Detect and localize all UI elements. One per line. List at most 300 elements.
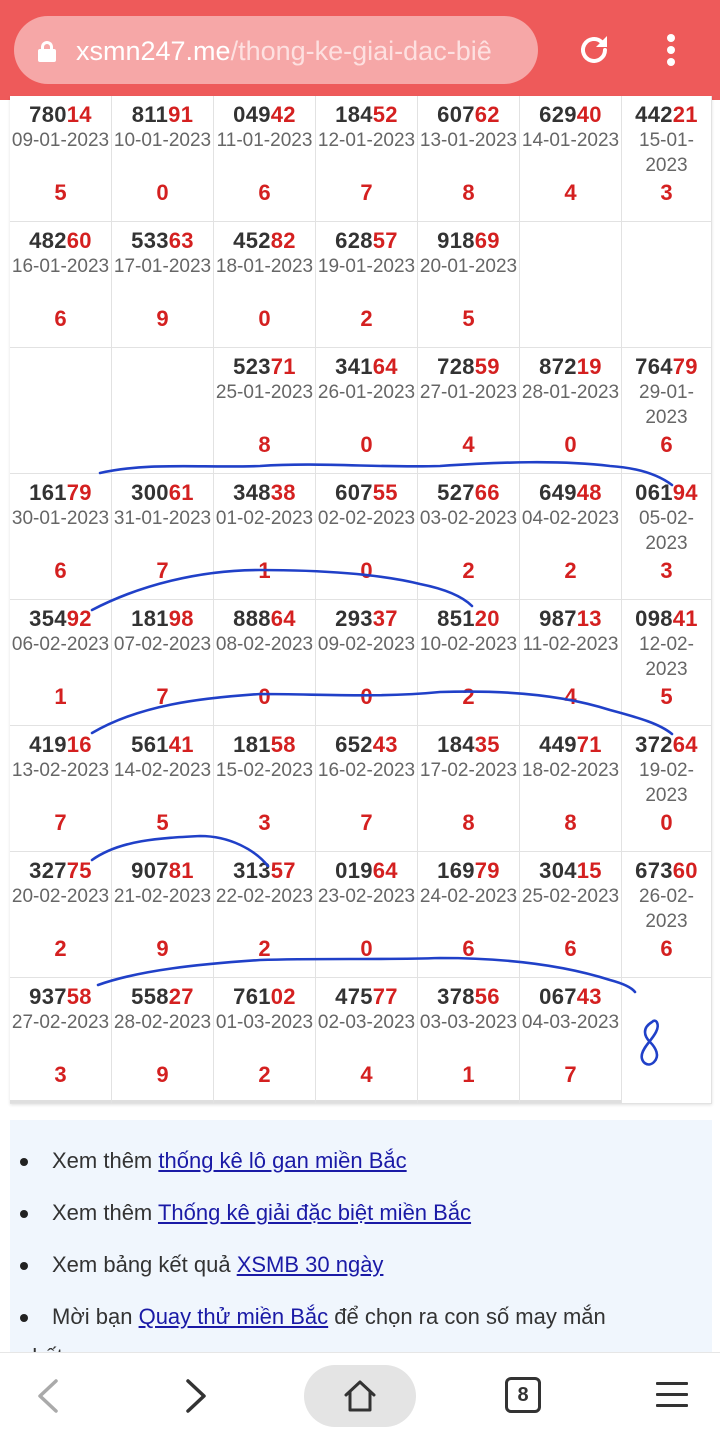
result-digit: 4 [564, 684, 577, 709]
number-tail: 43 [372, 732, 398, 757]
number-tail: 58 [270, 732, 296, 757]
result-cell [10, 600, 112, 726]
related-link-item [52, 1198, 471, 1228]
number-tail: 57 [372, 228, 398, 253]
result-digit: 3 [258, 810, 271, 835]
number-tail: 75 [66, 858, 92, 883]
special-prize-number [418, 858, 519, 884]
special-prize-number [214, 102, 315, 128]
number-tail: 69 [474, 228, 500, 253]
result-digit: 5 [156, 810, 169, 835]
draw-date-text: 12-02-2023 [639, 634, 694, 680]
special-prize-number [214, 858, 315, 884]
draw-date [316, 632, 417, 657]
number-tail: 81 [168, 858, 194, 883]
special-prize-number [622, 354, 711, 380]
result-digit: 6 [564, 936, 577, 961]
home-icon [342, 1378, 378, 1414]
result-digit: 4 [360, 1062, 373, 1087]
special-prize-number [10, 606, 111, 632]
number-tail: 02 [270, 984, 296, 1009]
draw-date [214, 254, 315, 279]
draw-date [10, 758, 111, 783]
number-lead: 761 [233, 984, 271, 1009]
number-lead: 558 [131, 984, 169, 1009]
result-cell [112, 600, 214, 726]
result-cell [214, 978, 316, 1104]
special-prize-number [10, 984, 111, 1010]
draw-date-text: 07-02-2023 [113, 634, 212, 655]
result-cell [520, 474, 622, 600]
number-tail: 19 [576, 354, 602, 379]
special-prize-number [418, 984, 519, 1010]
bullet-icon [20, 1158, 28, 1166]
number-tail: 43 [576, 984, 602, 1009]
draw-date-text: 13-02-2023 [11, 760, 110, 781]
number-lead: 937 [29, 984, 67, 1009]
result-digit: 6 [54, 306, 67, 331]
number-tail: 91 [168, 102, 194, 127]
number-tail: 48 [576, 480, 602, 505]
result-cell [418, 600, 520, 726]
home-button[interactable] [304, 1365, 416, 1427]
result-cell [622, 348, 712, 474]
number-lead: 872 [539, 354, 577, 379]
draw-date [316, 380, 417, 405]
draw-date-text: 13-01-2023 [419, 130, 518, 151]
number-lead: 780 [29, 102, 67, 127]
empty-cell [10, 348, 112, 474]
special-prize-number [316, 228, 417, 254]
address-bar[interactable] [14, 16, 538, 84]
result-cell [520, 348, 622, 474]
number-tail: 59 [474, 354, 500, 379]
draw-date [622, 758, 711, 808]
draw-date [418, 884, 519, 909]
number-tail: 35 [474, 732, 500, 757]
special-prize-number [112, 984, 213, 1010]
number-lead: 300 [131, 480, 169, 505]
special-prize-number [622, 732, 711, 758]
number-lead: 475 [335, 984, 373, 1009]
result-digit: 3 [54, 1062, 67, 1087]
number-tail: 20 [474, 606, 500, 631]
draw-date [112, 1010, 213, 1035]
related-link[interactable]: Thống kê giải đặc biệt miền Bắc [157, 1200, 472, 1225]
draw-date-text: 02-02-2023 [317, 508, 416, 529]
result-cell [520, 726, 622, 852]
draw-date [112, 758, 213, 783]
number-tail: 41 [672, 606, 698, 631]
special-prize-number [418, 606, 519, 632]
number-lead: 728 [437, 354, 475, 379]
draw-date [10, 884, 111, 909]
draw-date-text: 09-02-2023 [317, 634, 416, 655]
special-prize-number [214, 732, 315, 758]
result-cell [10, 222, 112, 348]
result-cell [112, 978, 214, 1104]
number-tail: 63 [168, 228, 194, 253]
draw-date-text: 31-01-2023 [113, 508, 212, 529]
bullet-icon [20, 1314, 28, 1322]
draw-date-text: 22-02-2023 [215, 886, 314, 907]
draw-date-text: 25-02-2023 [521, 886, 620, 907]
number-tail: 79 [474, 858, 500, 883]
draw-date [214, 128, 315, 153]
browser-bottom-nav [0, 1352, 720, 1438]
more-vert-icon[interactable] [656, 30, 686, 70]
number-lead: 629 [539, 102, 577, 127]
draw-date [316, 758, 417, 783]
result-cell [316, 222, 418, 348]
number-tail: 77 [372, 984, 398, 1009]
lock-icon [38, 41, 56, 61]
special-prize-number [10, 102, 111, 128]
result-cell [112, 852, 214, 978]
number-lead: 811 [131, 102, 169, 127]
special-prize-number [112, 606, 213, 632]
result-digit: 8 [564, 810, 577, 835]
special-prize-number [112, 228, 213, 254]
draw-date-text: 18-01-2023 [215, 256, 314, 277]
special-prize-number [418, 228, 519, 254]
draw-date [112, 254, 213, 279]
result-cell [622, 726, 712, 852]
draw-date [418, 1010, 519, 1035]
number-tail: 13 [576, 606, 602, 631]
related-link[interactable]: XSMB 30 ngày [236, 1252, 384, 1277]
result-digit: 7 [156, 684, 169, 709]
special-prize-number [10, 480, 111, 506]
draw-date-text: 14-02-2023 [113, 760, 212, 781]
result-digit: 5 [54, 180, 67, 205]
number-tail: 60 [66, 228, 92, 253]
number-tail: 64 [372, 354, 398, 379]
result-digit: 7 [564, 1062, 577, 1087]
draw-date [10, 128, 111, 153]
result-digit: 8 [258, 432, 271, 457]
number-tail: 60 [672, 858, 698, 883]
number-tail: 71 [270, 354, 296, 379]
empty-cell [520, 222, 622, 348]
number-lead: 523 [233, 354, 271, 379]
number-tail: 64 [672, 732, 698, 757]
draw-date-text: 10-01-2023 [113, 130, 212, 151]
number-lead: 607 [335, 480, 373, 505]
number-lead: 304 [539, 858, 577, 883]
result-digit: 5 [660, 684, 673, 709]
result-digit: 8 [462, 810, 475, 835]
number-lead: 049 [233, 102, 271, 127]
draw-date-text: 28-01-2023 [521, 382, 620, 403]
result-cell [418, 726, 520, 852]
result-cell [418, 474, 520, 600]
number-tail: 27 [168, 984, 194, 1009]
special-prize-number [10, 732, 111, 758]
number-lead: 378 [437, 984, 475, 1009]
draw-date [10, 506, 111, 531]
special-prize-number [316, 984, 417, 1010]
result-cell [520, 852, 622, 978]
draw-date-text: 02-03-2023 [317, 1012, 416, 1033]
browser-toolbar [0, 0, 720, 100]
related-link-item [52, 1250, 383, 1280]
draw-date [520, 128, 621, 153]
result-cell [418, 978, 520, 1104]
number-tail: 79 [672, 354, 698, 379]
draw-date-text: 16-02-2023 [317, 760, 416, 781]
related-link[interactable]: Quay thử miền Bắc [138, 1304, 329, 1329]
special-prize-number [316, 354, 417, 380]
number-lead: 067 [539, 984, 577, 1009]
draw-date-text: 08-02-2023 [215, 634, 314, 655]
result-digit: 7 [54, 810, 67, 835]
result-digit: 6 [462, 936, 475, 961]
result-digit: 1 [258, 558, 271, 583]
number-lead: 527 [437, 480, 475, 505]
hamburger-icon[interactable] [656, 1382, 688, 1408]
draw-date [316, 254, 417, 279]
number-lead: 482 [29, 228, 67, 253]
draw-date-text: 04-02-2023 [521, 508, 620, 529]
result-digit: 7 [360, 810, 373, 835]
draw-date [418, 506, 519, 531]
number-lead: 561 [131, 732, 169, 757]
result-digit: 0 [360, 432, 373, 457]
result-cell [622, 474, 712, 600]
result-digit: 0 [360, 936, 373, 961]
result-digit: 0 [156, 180, 169, 205]
result-cell [214, 852, 316, 978]
back-arrow-icon[interactable] [30, 1365, 66, 1427]
draw-date [316, 884, 417, 909]
result-digit: 3 [660, 558, 673, 583]
number-lead: 607 [437, 102, 475, 127]
result-digit: 0 [258, 684, 271, 709]
number-tail: 16 [66, 732, 92, 757]
number-lead: 354 [29, 606, 67, 631]
number-lead: 061 [635, 480, 673, 505]
special-prize-number [214, 984, 315, 1010]
number-tail: 64 [372, 858, 398, 883]
draw-date [214, 758, 315, 783]
result-digit: 3 [660, 180, 673, 205]
draw-date [316, 506, 417, 531]
draw-date [214, 1010, 315, 1035]
number-tail: 82 [270, 228, 296, 253]
special-prize-number [520, 354, 621, 380]
draw-date-text: 01-02-2023 [215, 508, 314, 529]
draw-date [418, 758, 519, 783]
draw-date-text: 24-02-2023 [419, 886, 518, 907]
number-lead: 098 [635, 606, 673, 631]
special-prize-number [622, 858, 711, 884]
draw-date [112, 632, 213, 657]
special-prize-number [112, 480, 213, 506]
result-cell [316, 978, 418, 1104]
special-prize-number [418, 354, 519, 380]
reload-icon[interactable] [574, 30, 614, 70]
special-prize-number [112, 732, 213, 758]
number-tail: 52 [372, 102, 398, 127]
draw-date [418, 128, 519, 153]
result-cell [316, 600, 418, 726]
number-lead: 673 [635, 858, 673, 883]
draw-date [214, 632, 315, 657]
draw-date [10, 632, 111, 657]
result-cell [316, 726, 418, 852]
draw-date-text: 03-03-2023 [419, 1012, 518, 1033]
draw-date [520, 506, 621, 531]
result-cell [520, 600, 622, 726]
draw-date-text: 03-02-2023 [419, 508, 518, 529]
special-prize-number [520, 732, 621, 758]
result-cell [214, 600, 316, 726]
draw-date [112, 128, 213, 153]
result-cell [10, 852, 112, 978]
number-lead: 341 [335, 354, 373, 379]
number-tail: 40 [576, 102, 602, 127]
link-prefix: Xem bảng kết quả [52, 1252, 237, 1277]
number-lead: 442 [635, 102, 673, 127]
forward-arrow-icon[interactable] [178, 1365, 214, 1427]
result-cell [418, 348, 520, 474]
draw-date [418, 254, 519, 279]
draw-date-text: 04-03-2023 [521, 1012, 620, 1033]
special-prize-number [316, 102, 417, 128]
tabs-icon[interactable]: 8 [505, 1377, 541, 1413]
page-content [0, 100, 720, 1352]
draw-date [520, 1010, 621, 1035]
special-prize-number [316, 732, 417, 758]
result-digit: 4 [564, 180, 577, 205]
number-tail: 14 [66, 102, 92, 127]
number-tail: 98 [168, 606, 194, 631]
result-cell [214, 474, 316, 600]
link-prefix: Xem thêm [52, 1200, 158, 1225]
number-lead: 348 [233, 480, 271, 505]
related-link-item [52, 1302, 606, 1332]
empty-cell [622, 222, 712, 348]
draw-date-text: 01-03-2023 [215, 1012, 314, 1033]
draw-date [622, 506, 711, 556]
result-cell [214, 222, 316, 348]
special-prize-number [214, 354, 315, 380]
number-tail: 62 [474, 102, 500, 127]
related-link[interactable]: thống kê lô gan miền Bắc [158, 1148, 407, 1173]
draw-date-text: 12-01-2023 [317, 130, 416, 151]
number-lead: 649 [539, 480, 577, 505]
number-lead: 169 [437, 858, 475, 883]
special-prize-number [622, 480, 711, 506]
special-prize-number [214, 480, 315, 506]
results-table [10, 96, 712, 1103]
related-links [10, 1120, 712, 1360]
draw-date-text: 18-02-2023 [521, 760, 620, 781]
result-digit: 2 [462, 558, 475, 583]
result-digit: 6 [660, 936, 673, 961]
result-cell [112, 96, 214, 222]
bullet-icon [20, 1262, 28, 1270]
url-text[interactable] [76, 34, 532, 68]
number-tail: 79 [66, 480, 92, 505]
result-cell [214, 96, 316, 222]
number-tail: 55 [372, 480, 398, 505]
draw-date-text: 27-02-2023 [11, 1012, 110, 1033]
draw-date [520, 380, 621, 405]
result-digit: 4 [462, 432, 475, 457]
number-lead: 184 [335, 102, 373, 127]
number-lead: 918 [437, 228, 475, 253]
draw-date-text: 17-02-2023 [419, 760, 518, 781]
result-cell [520, 96, 622, 222]
result-cell [622, 600, 712, 726]
related-link-item [52, 1146, 407, 1176]
result-digit: 0 [660, 810, 673, 835]
special-prize-number [10, 858, 111, 884]
special-prize-number [520, 606, 621, 632]
special-prize-number [214, 228, 315, 254]
draw-date-text: 27-01-2023 [419, 382, 518, 403]
number-lead: 181 [131, 606, 169, 631]
result-cell [622, 96, 712, 222]
result-digit: 2 [54, 936, 67, 961]
draw-date [112, 884, 213, 909]
special-prize-number [418, 732, 519, 758]
special-prize-number [316, 480, 417, 506]
number-tail: 15 [576, 858, 602, 883]
result-digit: 0 [258, 306, 271, 331]
draw-date-text: 25-01-2023 [215, 382, 314, 403]
number-lead: 372 [635, 732, 673, 757]
number-tail: 92 [66, 606, 92, 631]
draw-date-text: 10-02-2023 [419, 634, 518, 655]
result-cell [418, 96, 520, 222]
number-tail: 71 [576, 732, 602, 757]
result-cell [316, 852, 418, 978]
number-lead: 907 [131, 858, 169, 883]
number-lead: 449 [539, 732, 577, 757]
result-digit: 2 [462, 684, 475, 709]
result-digit: 0 [564, 432, 577, 457]
draw-date [10, 254, 111, 279]
special-prize-number [316, 858, 417, 884]
result-digit: 1 [462, 1062, 475, 1087]
draw-date-text: 19-01-2023 [317, 256, 416, 277]
number-tail: 42 [270, 102, 296, 127]
result-cell [112, 726, 214, 852]
result-digit: 9 [156, 1062, 169, 1087]
draw-date [316, 1010, 417, 1035]
result-cell [10, 96, 112, 222]
draw-date-text: 05-02-2023 [639, 508, 694, 554]
special-prize-number [520, 102, 621, 128]
draw-date-text: 11-01-2023 [216, 130, 313, 151]
draw-date-text: 28-02-2023 [113, 1012, 212, 1033]
draw-date [112, 506, 213, 531]
draw-date-text: 26-02-2023 [639, 886, 694, 932]
draw-date-text: 19-02-2023 [639, 760, 694, 806]
result-cell [316, 474, 418, 600]
draw-date-text: 16-01-2023 [11, 256, 110, 277]
number-tail: 61 [168, 480, 194, 505]
special-prize-number [520, 480, 621, 506]
result-digit: 2 [564, 558, 577, 583]
draw-date-text: 29-01-2023 [639, 382, 694, 428]
result-cell [112, 474, 214, 600]
result-cell [214, 348, 316, 474]
number-tail: 38 [270, 480, 296, 505]
